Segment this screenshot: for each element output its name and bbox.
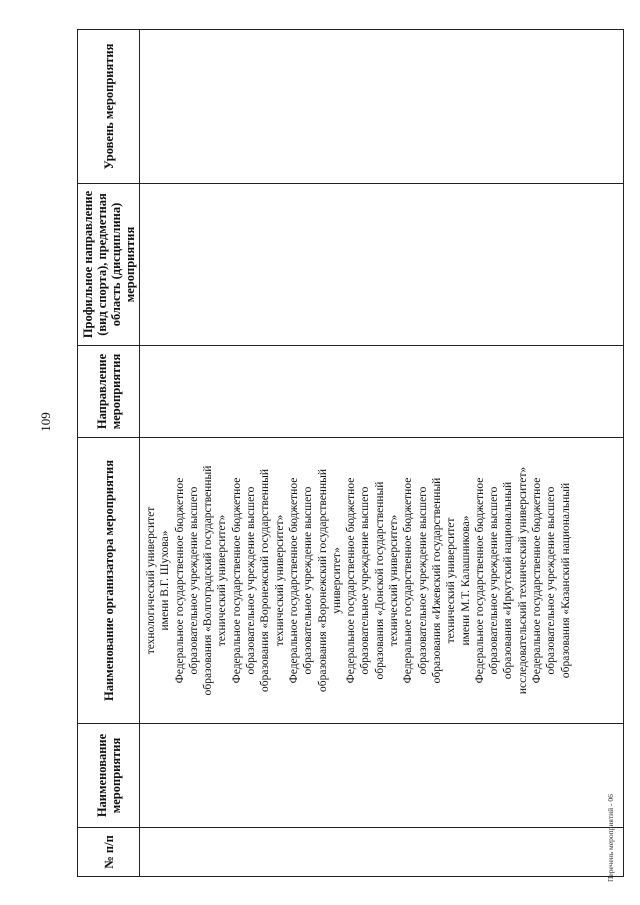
organizer-line: Федеральное государственное бюджетное xyxy=(402,477,415,684)
organizer-line: имени В.Г. Шухова» xyxy=(159,530,172,631)
header-organizer: Наименование организатора мероприятия xyxy=(78,438,140,724)
organizer-line: технологический университет xyxy=(145,506,157,655)
header-direction: Направление мероприятия xyxy=(78,346,140,438)
page-number: 109 xyxy=(38,412,53,432)
organizer-line: Федеральное государственное бюджетное xyxy=(473,477,486,684)
organizer-line: образования «Иркутский национальный xyxy=(502,481,515,680)
organizer-line: университет» xyxy=(330,547,343,614)
cell-direction xyxy=(140,346,624,438)
organizer-line: Федеральное государственное бюджетное xyxy=(173,477,186,684)
rotated-page-content xyxy=(77,30,624,877)
organizer-line: образования «Воронежский государственный xyxy=(316,469,329,693)
cell-num xyxy=(140,828,624,877)
table-header-row xyxy=(78,30,140,877)
table-row xyxy=(140,30,624,877)
footer-note: Перечень мероприятий - 06 xyxy=(606,794,615,882)
organizer-line: образовательное учреждение высшего xyxy=(245,486,258,675)
organizer-line: технический университет» xyxy=(216,514,229,647)
events-table xyxy=(77,29,624,877)
header-num: № п/п xyxy=(78,828,140,877)
cell-profile xyxy=(140,184,624,346)
cell-organizer xyxy=(140,438,624,724)
header-level: Уровень мероприятия xyxy=(78,30,140,184)
organizer-line: технический университет» xyxy=(388,514,401,647)
header-event-name: Наименование мероприятия xyxy=(78,724,140,828)
organizer-line: образовательное учреждение высшего xyxy=(545,486,558,675)
organizer-line: технический университет xyxy=(445,517,458,644)
organizer-line: образовательное учреждение высшего xyxy=(302,486,315,675)
organizer-line: образовательное учреждение высшего xyxy=(187,486,200,675)
organizer-line: образования «Ижевский государственный xyxy=(430,477,443,684)
organizer-line: образования «Воронежский государственный xyxy=(259,469,272,693)
cell-level xyxy=(140,30,624,184)
organizer-line: Федеральное государственное бюджетное xyxy=(531,477,544,684)
organizer-line: Федеральное государственное бюджетное xyxy=(345,477,358,684)
organizer-line: образования «Донской государственный xyxy=(373,481,386,680)
organizer-line: имени М.Т. Калашникова» xyxy=(459,515,472,646)
header-profile: Профильное направление (вид спорта), предметная область (дисциплина) мероприятия xyxy=(78,184,140,346)
organizer-line: образовательное учреждение высшего xyxy=(488,486,501,675)
organizer-line: Федеральное государственное бюджетное xyxy=(230,477,243,684)
organizer-line: образования «Волгоградский государственный xyxy=(202,465,215,696)
organizer-line: образовательное учреждение высшего xyxy=(359,486,372,675)
cell-event-name xyxy=(140,724,624,828)
organizer-line: технический университет» xyxy=(273,514,286,647)
organizer-line: Федеральное государственное бюджетное xyxy=(287,477,300,684)
organizer-line: исследовательский технический университет» xyxy=(516,466,529,695)
organizer-line: образования «Казанский национальный xyxy=(559,482,572,679)
organizer-line: образовательное учреждение высшего xyxy=(416,486,429,675)
